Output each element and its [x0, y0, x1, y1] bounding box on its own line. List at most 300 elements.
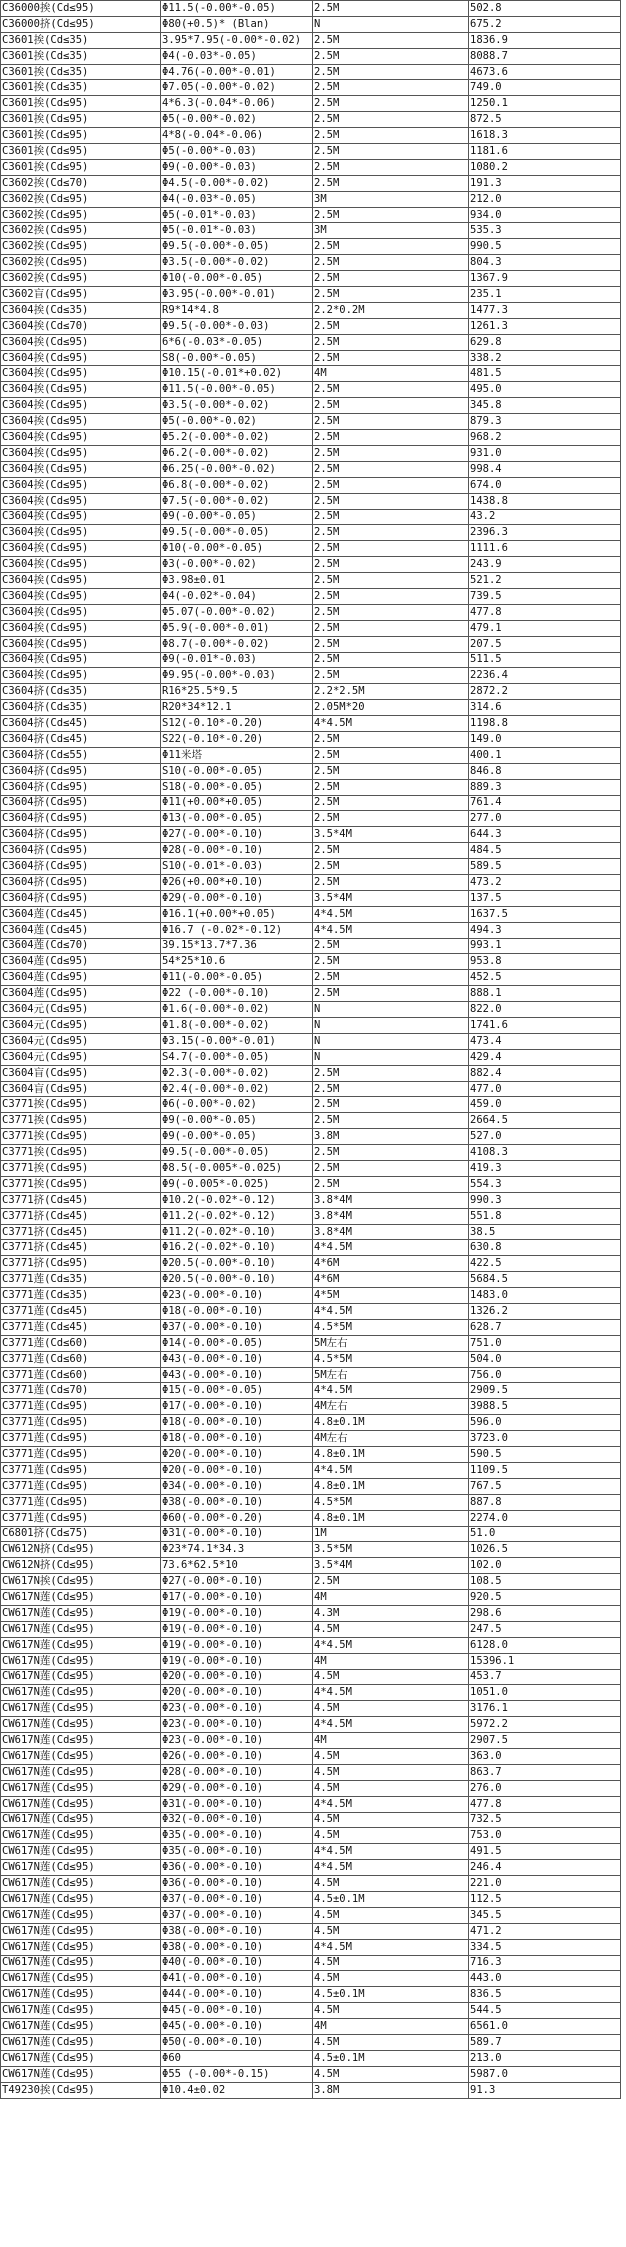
- material-cell: C3604挨(Cd≤95): [1, 334, 161, 350]
- table-row: [1, 334, 621, 350]
- length-cell: 4.5M: [313, 1748, 469, 1764]
- spec-cell: Φ20(-0.00*-0.10): [161, 1447, 313, 1463]
- weight-cell: 879.3: [469, 414, 621, 430]
- weight-cell: 8088.7: [469, 48, 621, 64]
- material-cell: CW617N莲(Cd≤95): [1, 1717, 161, 1733]
- material-cell: C3604挨(Cd≤70): [1, 318, 161, 334]
- table-row: [1, 1383, 621, 1399]
- table-row: [1, 604, 621, 620]
- material-cell: C3771莲(Cd≤95): [1, 1431, 161, 1447]
- spec-cell: Φ6.2(-0.00*-0.02): [161, 445, 313, 461]
- weight-cell: 2664.5: [469, 1113, 621, 1129]
- table-row: [1, 1542, 621, 1558]
- length-cell: 4*6M: [313, 1272, 469, 1288]
- length-cell: 4.5M: [313, 1907, 469, 1923]
- weight-cell: 1326.2: [469, 1304, 621, 1320]
- weight-cell: 212.0: [469, 191, 621, 207]
- material-cell: CW617N莲(Cd≤95): [1, 1828, 161, 1844]
- table-row: [1, 1, 621, 17]
- material-cell: C3771挨(Cd≤95): [1, 1129, 161, 1145]
- length-cell: 4.5M: [313, 2003, 469, 2019]
- material-cell: C3771莲(Cd≤95): [1, 1494, 161, 1510]
- length-cell: 2.5M: [313, 509, 469, 525]
- length-cell: 2.5M: [313, 588, 469, 604]
- table-row: [1, 1558, 621, 1574]
- length-cell: 2.5M: [313, 239, 469, 255]
- weight-cell: 422.5: [469, 1256, 621, 1272]
- material-cell: C3771莲(Cd≤35): [1, 1272, 161, 1288]
- length-cell: 2.5M: [313, 64, 469, 80]
- weight-cell: 544.5: [469, 2003, 621, 2019]
- length-cell: 4.5M: [313, 2066, 469, 2082]
- spec-cell: R16*25.5*9.5: [161, 684, 313, 700]
- length-cell: 2.5M: [313, 763, 469, 779]
- table-row: [1, 906, 621, 922]
- spec-cell: Φ6(-0.00*-0.02): [161, 1097, 313, 1113]
- spec-cell: R20*34*12.1: [161, 700, 313, 716]
- table-row: [1, 445, 621, 461]
- table-row: [1, 763, 621, 779]
- table-row: [1, 668, 621, 684]
- spec-cell: Φ18(-0.00*-0.10): [161, 1304, 313, 1320]
- table-row: [1, 1494, 621, 1510]
- weight-cell: 888.1: [469, 986, 621, 1002]
- table-row: [1, 1447, 621, 1463]
- table-row: [1, 1462, 621, 1478]
- material-cell: C3604挤(Cd≤95): [1, 843, 161, 859]
- length-cell: 2.5M: [313, 493, 469, 509]
- table-row: [1, 938, 621, 954]
- spec-cell: Φ10(-0.00*-0.05): [161, 271, 313, 287]
- material-cell: C3604挤(Cd≤55): [1, 747, 161, 763]
- table-row: [1, 652, 621, 668]
- length-cell: 5M左右: [313, 1335, 469, 1351]
- spec-cell: Φ17(-0.00*-0.10): [161, 1590, 313, 1606]
- length-cell: 4*6M: [313, 1256, 469, 1272]
- weight-cell: 3176.1: [469, 1701, 621, 1717]
- material-cell: C3602挨(Cd≤95): [1, 223, 161, 239]
- spec-cell: Φ31(-0.00*-0.10): [161, 1796, 313, 1812]
- spec-cell: Φ10(-0.00*-0.05): [161, 541, 313, 557]
- material-cell: CW617N莲(Cd≤95): [1, 1780, 161, 1796]
- material-cell: C3604盲(Cd≤95): [1, 1081, 161, 1097]
- weight-cell: 334.5: [469, 1939, 621, 1955]
- table-row: [1, 1208, 621, 1224]
- material-cell: C3604挨(Cd≤95): [1, 477, 161, 493]
- spec-cell: Φ3.15(-0.00*-0.01): [161, 1033, 313, 1049]
- table-row: [1, 175, 621, 191]
- spec-cell: Φ4.76(-0.00*-0.01): [161, 64, 313, 80]
- material-cell: C3601挨(Cd≤35): [1, 32, 161, 48]
- spec-cell: Φ31(-0.00*-0.10): [161, 1526, 313, 1542]
- weight-cell: 1367.9: [469, 271, 621, 287]
- spec-cell: 6*6(-0.03*-0.05): [161, 334, 313, 350]
- weight-cell: 363.0: [469, 1748, 621, 1764]
- weight-cell: 716.3: [469, 1955, 621, 1971]
- spec-cell: Φ29(-0.00*-0.10): [161, 890, 313, 906]
- material-cell: C3604盲(Cd≤95): [1, 1065, 161, 1081]
- material-cell: C3771莲(Cd≤60): [1, 1335, 161, 1351]
- material-cell: CW617N莲(Cd≤95): [1, 1669, 161, 1685]
- spec-cell: Φ18(-0.00*-0.10): [161, 1415, 313, 1431]
- spec-cell: Φ18(-0.00*-0.10): [161, 1431, 313, 1447]
- material-cell: C3601挨(Cd≤95): [1, 112, 161, 128]
- length-cell: 3.5*4M: [313, 827, 469, 843]
- material-cell: C3604挨(Cd≤95): [1, 525, 161, 541]
- material-cell: C3604挤(Cd≤95): [1, 795, 161, 811]
- spec-cell: Φ37(-0.00*-0.10): [161, 1907, 313, 1923]
- length-cell: 2.5M: [313, 445, 469, 461]
- length-cell: 2.5M: [313, 668, 469, 684]
- length-cell: 4*4.5M: [313, 1860, 469, 1876]
- material-cell: CW617N莲(Cd≤95): [1, 1637, 161, 1653]
- weight-cell: 491.5: [469, 1844, 621, 1860]
- material-cell: C3604挨(Cd≤95): [1, 398, 161, 414]
- weight-cell: 990.5: [469, 239, 621, 255]
- spec-cell: Φ23(-0.00*-0.10): [161, 1733, 313, 1749]
- table-row: [1, 2082, 621, 2098]
- spec-cell: Φ5(-0.01*-0.03): [161, 223, 313, 239]
- table-row: [1, 1065, 621, 1081]
- length-cell: 2.5M: [313, 636, 469, 652]
- material-cell: CW612N挤(Cd≤95): [1, 1558, 161, 1574]
- table-row: [1, 1113, 621, 1129]
- weight-cell: 882.4: [469, 1065, 621, 1081]
- table-row: [1, 350, 621, 366]
- material-cell: C3604莲(Cd≤45): [1, 906, 161, 922]
- table-row: [1, 1129, 621, 1145]
- table-row: [1, 2019, 621, 2035]
- table-row: [1, 509, 621, 525]
- weight-cell: 551.8: [469, 1208, 621, 1224]
- weight-cell: 400.1: [469, 747, 621, 763]
- spec-cell: Φ5(-0.00*-0.02): [161, 112, 313, 128]
- table-row: [1, 1955, 621, 1971]
- weight-cell: 931.0: [469, 445, 621, 461]
- material-cell: C3604挨(Cd≤95): [1, 620, 161, 636]
- spec-cell: Φ5.2(-0.00*-0.02): [161, 430, 313, 446]
- weight-cell: 473.4: [469, 1033, 621, 1049]
- material-cell: C36000挨(Cd≤95): [1, 1, 161, 17]
- material-cell: C3604挨(Cd≤95): [1, 509, 161, 525]
- length-cell: 4.5*5M: [313, 1494, 469, 1510]
- length-cell: 4.5M: [313, 1764, 469, 1780]
- weight-cell: 2872.2: [469, 684, 621, 700]
- spec-cell: Φ23(-0.00*-0.10): [161, 1717, 313, 1733]
- length-cell: 4*4.5M: [313, 1685, 469, 1701]
- material-cell: C3771挨(Cd≤95): [1, 1097, 161, 1113]
- material-cell: C3604挨(Cd≤95): [1, 652, 161, 668]
- length-cell: 4.5±0.1M: [313, 1891, 469, 1907]
- spec-cell: Φ5.9(-0.00*-0.01): [161, 620, 313, 636]
- table-row: [1, 1637, 621, 1653]
- material-cell: C3771莲(Cd≤45): [1, 1319, 161, 1335]
- spec-cell: Φ36(-0.00*-0.10): [161, 1860, 313, 1876]
- material-cell: C3604挤(Cd≤45): [1, 716, 161, 732]
- length-cell: 2.5M: [313, 620, 469, 636]
- weight-cell: 953.8: [469, 954, 621, 970]
- spec-cell: Φ9.5(-0.00*-0.05): [161, 239, 313, 255]
- material-cell: C3604莲(Cd≤70): [1, 938, 161, 954]
- weight-cell: 589.5: [469, 859, 621, 875]
- spec-cell: S10(-0.01*-0.03): [161, 859, 313, 875]
- length-cell: 2.5M: [313, 334, 469, 350]
- table-row: [1, 1717, 621, 1733]
- length-cell: 4*4.5M: [313, 716, 469, 732]
- weight-cell: 804.3: [469, 255, 621, 271]
- length-cell: 4.5*5M: [313, 1351, 469, 1367]
- table-row: [1, 1733, 621, 1749]
- material-cell: C3771挤(Cd≤95): [1, 1256, 161, 1272]
- weight-cell: 502.8: [469, 1, 621, 17]
- spec-cell: Φ20(-0.00*-0.10): [161, 1462, 313, 1478]
- spec-cell: Φ5(-0.01*-0.03): [161, 207, 313, 223]
- weight-cell: 535.3: [469, 223, 621, 239]
- material-cell: CW617N莲(Cd≤95): [1, 1621, 161, 1637]
- spec-cell: Φ26(+0.00*+0.10): [161, 874, 313, 890]
- weight-cell: 628.7: [469, 1319, 621, 1335]
- spec-cell: Φ1.8(-0.00*-0.02): [161, 1018, 313, 1034]
- length-cell: 2.5M: [313, 159, 469, 175]
- table-row: [1, 1796, 621, 1812]
- table-row: [1, 1891, 621, 1907]
- length-cell: 2.5M: [313, 604, 469, 620]
- material-cell: C3604挤(Cd≤95): [1, 811, 161, 827]
- length-cell: 2.5M: [313, 175, 469, 191]
- length-cell: 2.5M: [313, 430, 469, 446]
- table-row: [1, 1907, 621, 1923]
- material-cell: C3604挤(Cd≤35): [1, 700, 161, 716]
- spec-cell: 54*25*10.6: [161, 954, 313, 970]
- material-cell: C3771莲(Cd≤95): [1, 1462, 161, 1478]
- table-row: [1, 1256, 621, 1272]
- material-cell: C3771挨(Cd≤95): [1, 1113, 161, 1129]
- table-row: [1, 1002, 621, 1018]
- table-row: [1, 159, 621, 175]
- spec-cell: Φ23(-0.00*-0.10): [161, 1701, 313, 1717]
- material-cell: C6801挤(Cd≤75): [1, 1526, 161, 1542]
- length-cell: 2.5M: [313, 525, 469, 541]
- table-row: [1, 1860, 621, 1876]
- material-cell: C3771挤(Cd≤45): [1, 1208, 161, 1224]
- spec-cell: Φ16.2(-0.02*-0.10): [161, 1240, 313, 1256]
- weight-cell: 990.3: [469, 1192, 621, 1208]
- weight-cell: 822.0: [469, 1002, 621, 1018]
- table-row: [1, 32, 621, 48]
- table-row: [1, 747, 621, 763]
- material-cell: CW617N莲(Cd≤95): [1, 1733, 161, 1749]
- spec-cell: Φ37(-0.00*-0.10): [161, 1319, 313, 1335]
- weight-cell: 1198.8: [469, 716, 621, 732]
- spec-cell: Φ38(-0.00*-0.10): [161, 1494, 313, 1510]
- spec-cell: Φ27(-0.00*-0.10): [161, 1574, 313, 1590]
- material-cell: C3604挤(Cd≤95): [1, 827, 161, 843]
- material-cell: CW612N挤(Cd≤95): [1, 1542, 161, 1558]
- spec-cell: Φ11米塔: [161, 747, 313, 763]
- material-cell: C3604挤(Cd≤95): [1, 763, 161, 779]
- spec-cell: Φ4(-0.03*-0.05): [161, 191, 313, 207]
- length-cell: N: [313, 1002, 469, 1018]
- material-cell: CW617N莲(Cd≤95): [1, 1987, 161, 2003]
- material-cell: CW617N莲(Cd≤95): [1, 1939, 161, 1955]
- length-cell: 4.8±0.1M: [313, 1415, 469, 1431]
- weight-cell: 43.2: [469, 509, 621, 525]
- weight-cell: 477.8: [469, 1796, 621, 1812]
- weight-cell: 1080.2: [469, 159, 621, 175]
- material-cell: CW617N莲(Cd≤95): [1, 1891, 161, 1907]
- spec-cell: S8(-0.00*-0.05): [161, 350, 313, 366]
- weight-cell: 221.0: [469, 1876, 621, 1892]
- weight-cell: 459.0: [469, 1097, 621, 1113]
- table-row: [1, 1764, 621, 1780]
- table-row: [1, 1653, 621, 1669]
- weight-cell: 739.5: [469, 588, 621, 604]
- material-cell: C3771挨(Cd≤95): [1, 1145, 161, 1161]
- length-cell: 3.8M: [313, 1129, 469, 1145]
- material-cell: C3602挨(Cd≤95): [1, 191, 161, 207]
- spec-cell: Φ36(-0.00*-0.10): [161, 1876, 313, 1892]
- weight-cell: 38.5: [469, 1224, 621, 1240]
- material-cell: CW617N莲(Cd≤95): [1, 1796, 161, 1812]
- length-cell: 2.5M: [313, 32, 469, 48]
- table-row: [1, 716, 621, 732]
- material-cell: C3604挨(Cd≤95): [1, 541, 161, 557]
- weight-cell: 751.0: [469, 1335, 621, 1351]
- material-cell: C3601挨(Cd≤95): [1, 128, 161, 144]
- material-cell: CW617N莲(Cd≤95): [1, 1701, 161, 1717]
- material-cell: C3604挤(Cd≤95): [1, 874, 161, 890]
- spec-cell: 4*6.3(-0.04*-0.06): [161, 96, 313, 112]
- material-cell: C3771莲(Cd≤70): [1, 1383, 161, 1399]
- spec-cell: Φ2.3(-0.00*-0.02): [161, 1065, 313, 1081]
- material-cell: CW617N莲(Cd≤95): [1, 2050, 161, 2066]
- spec-cell: Φ45(-0.00*-0.10): [161, 2003, 313, 2019]
- table-row: [1, 1748, 621, 1764]
- length-cell: 4.5M: [313, 1923, 469, 1939]
- length-cell: 2.5M: [313, 96, 469, 112]
- length-cell: 2.5M: [313, 1065, 469, 1081]
- weight-cell: 998.4: [469, 461, 621, 477]
- spec-cell: Φ19(-0.00*-0.10): [161, 1621, 313, 1637]
- material-cell: C3604挨(Cd≤95): [1, 461, 161, 477]
- table-row: [1, 1145, 621, 1161]
- material-cell: CW617N莲(Cd≤95): [1, 1876, 161, 1892]
- weight-cell: 473.2: [469, 874, 621, 890]
- weight-cell: 477.8: [469, 604, 621, 620]
- length-cell: 3.8*4M: [313, 1192, 469, 1208]
- table-row: [1, 1669, 621, 1685]
- table-row: [1, 223, 621, 239]
- table-row: [1, 588, 621, 604]
- weight-cell: 767.5: [469, 1478, 621, 1494]
- table-row: [1, 1526, 621, 1542]
- table-row: [1, 398, 621, 414]
- length-cell: 2.5M: [313, 811, 469, 827]
- table-row: [1, 191, 621, 207]
- length-cell: 2.2*0.2M: [313, 302, 469, 318]
- weight-cell: 277.0: [469, 811, 621, 827]
- material-cell: C3771莲(Cd≤60): [1, 1351, 161, 1367]
- material-cell: C3604挤(Cd≤35): [1, 684, 161, 700]
- weight-cell: 5684.5: [469, 1272, 621, 1288]
- table-row: [1, 2003, 621, 2019]
- table-row: [1, 1605, 621, 1621]
- table-row: [1, 2066, 621, 2082]
- length-cell: 4M: [313, 1733, 469, 1749]
- length-cell: 4*4.5M: [313, 1462, 469, 1478]
- weight-cell: 443.0: [469, 1971, 621, 1987]
- material-cell: C3602盲(Cd≤95): [1, 287, 161, 303]
- spec-cell: Φ9(-0.01*-0.03): [161, 652, 313, 668]
- spec-cell: Φ20(-0.00*-0.10): [161, 1669, 313, 1685]
- material-cell: C3604挨(Cd≤95): [1, 604, 161, 620]
- material-cell: C3604莲(Cd≤45): [1, 922, 161, 938]
- spec-cell: R9*14*4.8: [161, 302, 313, 318]
- length-cell: 4.5M: [313, 1828, 469, 1844]
- table-row: [1, 16, 621, 32]
- length-cell: 4M: [313, 366, 469, 382]
- spec-cell: Φ9(-0.00*-0.05): [161, 1113, 313, 1129]
- length-cell: 4.5M: [313, 1971, 469, 1987]
- material-cell: C3604挨(Cd≤95): [1, 588, 161, 604]
- table-row: [1, 128, 621, 144]
- inventory-table-body: [1, 1, 621, 2099]
- length-cell: 2.5M: [313, 1097, 469, 1113]
- material-cell: CW617N挨(Cd≤95): [1, 1574, 161, 1590]
- table-row: [1, 255, 621, 271]
- length-cell: 2.5M: [313, 1574, 469, 1590]
- weight-cell: 479.1: [469, 620, 621, 636]
- weight-cell: 1111.6: [469, 541, 621, 557]
- length-cell: 2.5M: [313, 874, 469, 890]
- weight-cell: 5972.2: [469, 1717, 621, 1733]
- length-cell: 2.5M: [313, 557, 469, 573]
- material-cell: CW617N莲(Cd≤95): [1, 1605, 161, 1621]
- spec-cell: Φ3.98±0.01: [161, 573, 313, 589]
- length-cell: 2.5M: [313, 287, 469, 303]
- spec-cell: Φ6.25(-0.00*-0.02): [161, 461, 313, 477]
- weight-cell: 246.4: [469, 1860, 621, 1876]
- length-cell: 4.5M: [313, 1701, 469, 1717]
- length-cell: 4*4.5M: [313, 1844, 469, 1860]
- table-row: [1, 684, 621, 700]
- spec-cell: Φ16.7 (-0.02*-0.12): [161, 922, 313, 938]
- table-row: [1, 1161, 621, 1177]
- spec-cell: Φ19(-0.00*-0.10): [161, 1637, 313, 1653]
- spec-cell: Φ8.7(-0.00*-0.02): [161, 636, 313, 652]
- weight-cell: 481.5: [469, 366, 621, 382]
- table-row: [1, 1240, 621, 1256]
- material-cell: C3604挨(Cd≤95): [1, 636, 161, 652]
- length-cell: 4*5M: [313, 1288, 469, 1304]
- length-cell: 4*4.5M: [313, 922, 469, 938]
- table-row: [1, 382, 621, 398]
- table-row: [1, 80, 621, 96]
- length-cell: 2.5M: [313, 1081, 469, 1097]
- table-row: [1, 557, 621, 573]
- table-row: [1, 1399, 621, 1415]
- material-cell: CW617N莲(Cd≤95): [1, 1812, 161, 1828]
- spec-cell: Φ17(-0.00*-0.10): [161, 1399, 313, 1415]
- table-row: [1, 620, 621, 636]
- length-cell: 3.5*5M: [313, 1542, 469, 1558]
- weight-cell: 863.7: [469, 1764, 621, 1780]
- length-cell: 2.5M: [313, 477, 469, 493]
- length-cell: 2.5M: [313, 986, 469, 1002]
- weight-cell: 207.5: [469, 636, 621, 652]
- weight-cell: 1261.3: [469, 318, 621, 334]
- weight-cell: 484.5: [469, 843, 621, 859]
